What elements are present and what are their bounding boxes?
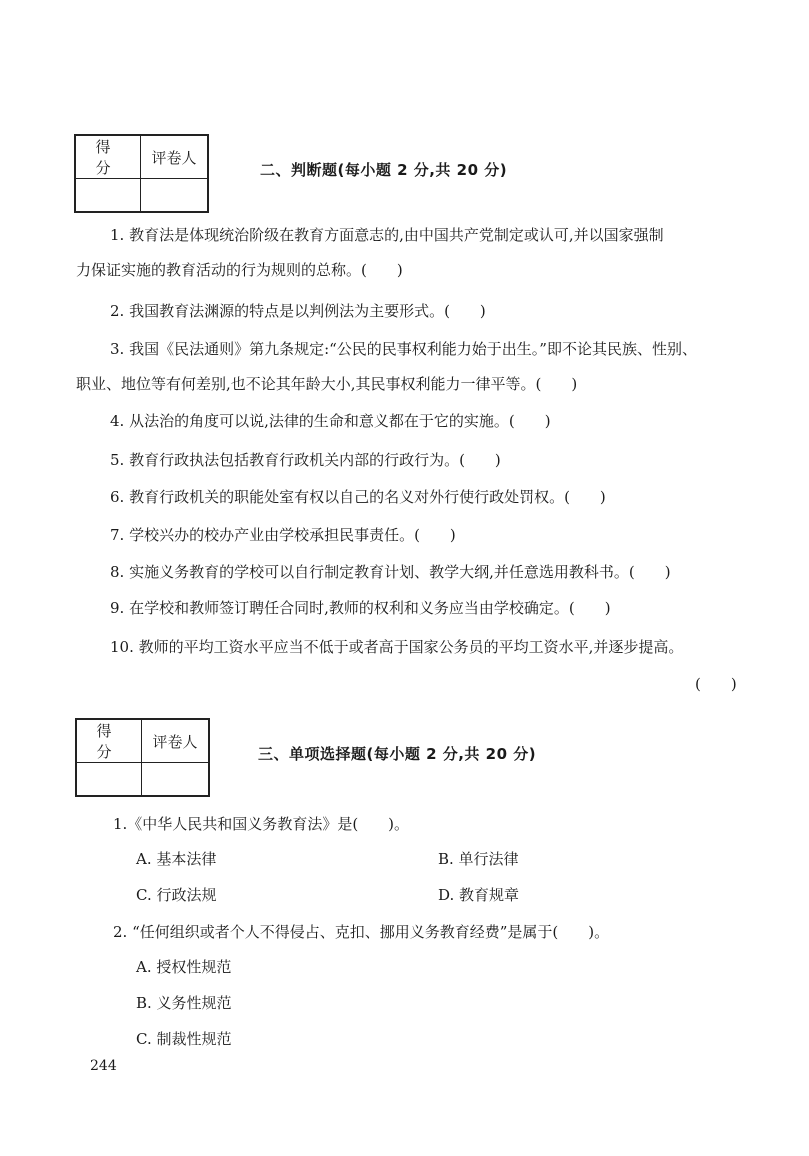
grader-cell[interactable] xyxy=(142,763,210,797)
grader-label: 评卷人 xyxy=(142,719,210,763)
choice-option-2c: C. 制裁性规范 xyxy=(136,1030,232,1048)
section-title-single-choice: 三、单项选择题(每小题 2 分,共 20 分) xyxy=(258,745,537,763)
choice-question-1: 1.《中华人民共和国义务教育法》是( )。 xyxy=(113,815,410,833)
judgement-item-10: 10. 教师的平均工资水平应当不低于或者高于国家公务员的平均工资水平,并逐步提高。 xyxy=(110,638,684,656)
score-label: 得 分 xyxy=(76,719,142,763)
choice-option-1a: A. 基本法律 xyxy=(136,850,217,868)
score-label: 得 分 xyxy=(75,135,141,179)
judgement-item-7: 7. 学校兴办的校办产业由学校承担民事责任。( ) xyxy=(110,526,456,544)
score-box xyxy=(74,134,209,213)
judgement-item-1-line2: 力保证实施的教育活动的行为规则的总称。( ) xyxy=(76,261,403,279)
choice-question-2: 2. “任何组织或者个人不得侵占、克扣、挪用义务教育经费”是属于( )。 xyxy=(113,923,610,941)
judgement-item-1-line1: 1. 教育法是体现统治阶级在教育方面意志的,由中国共产党制定或认可,并以国家强制 xyxy=(110,226,664,244)
judgement-item-5: 5. 教育行政执法包括教育行政机关内部的行政行为。( ) xyxy=(110,451,501,469)
judgement-item-9: 9. 在学校和教师签订聘任合同时,教师的权利和义务应当由学校确定。( ) xyxy=(110,599,611,617)
page-number: 244 xyxy=(90,1058,117,1074)
choice-option-2b: B. 义务性规范 xyxy=(136,994,232,1012)
judgement-item-3-line1: 3. 我国《民法通则》第九条规定:“公民的民事权利能力始于出生。”即不论其民族、性别、 xyxy=(110,340,697,358)
choice-option-1b: B. 单行法律 xyxy=(438,850,519,868)
score-cell[interactable] xyxy=(75,179,141,213)
judgement-item-6: 6. 教育行政机关的职能处室有权以自己的名义对外行使行政处罚权。( ) xyxy=(110,488,606,506)
section-title-judgement: 二、判断题(每小题 2 分,共 20 分) xyxy=(260,161,508,179)
judgement-item-8: 8. 实施义务教育的学校可以自行制定教育计划、教学大纲,并任意选用教科书。( ) xyxy=(110,563,671,581)
choice-option-1d: D. 教育规章 xyxy=(438,886,520,904)
score-cell[interactable] xyxy=(76,763,142,797)
judgement-item-3-line2: 职业、地位等有何差别,也不论其年龄大小,其民事权利能力一律平等。( ) xyxy=(76,375,578,393)
grader-cell[interactable] xyxy=(141,179,209,213)
choice-option-2a: A. 授权性规范 xyxy=(136,958,232,976)
judgement-item-10-answer: ( ) xyxy=(695,675,737,693)
score-box xyxy=(75,718,210,797)
grader-label: 评卷人 xyxy=(141,135,209,179)
judgement-item-2: 2. 我国教育法渊源的特点是以判例法为主要形式。( ) xyxy=(110,302,486,320)
judgement-item-4: 4. 从法治的角度可以说,法律的生命和意义都在于它的实施。( ) xyxy=(110,412,551,430)
choice-option-1c: C. 行政法规 xyxy=(136,886,217,904)
